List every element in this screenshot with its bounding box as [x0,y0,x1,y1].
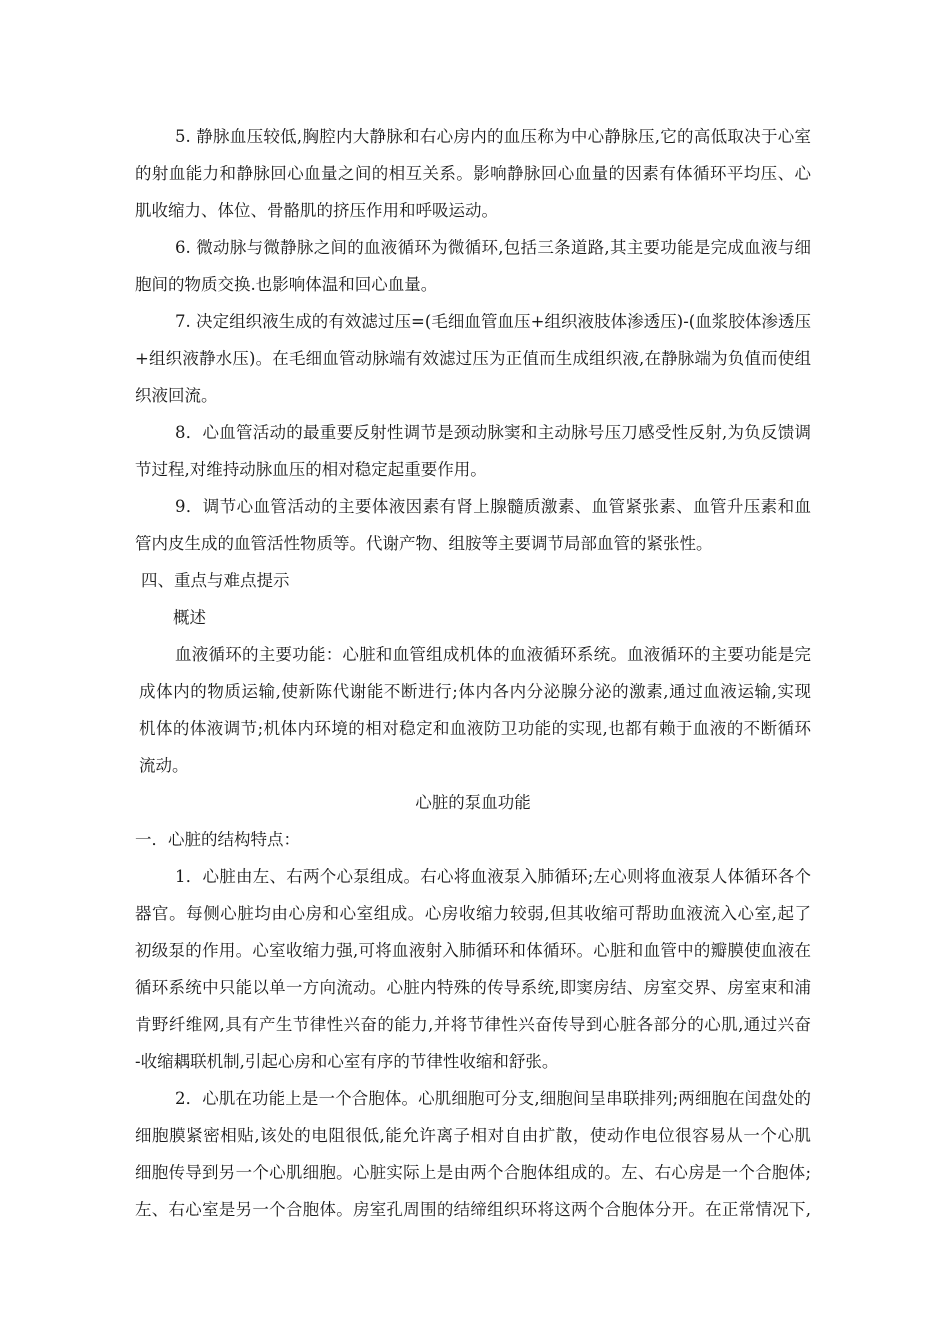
paragraph-line: 细胞传导到另一个心肌细胞。心脏实际上是由两个合胞体组成的。左、右心房是一个合胞体; [135,1163,811,1182]
overview-heading: 概述 [173,608,206,627]
paragraph-line: 循环系统中只能以单一方向流动。心脏内特殊的传导系统,即窦房结、房室交界、房室束和浦 [135,978,811,997]
paragraph-line: 1．心脏由左、右两个心泵组成。右心将血液泵入肺循环;左心则将血液泵人体循环各个 [175,867,811,886]
paragraph-line: 管内皮生成的血管活性物质等。代谢产物、组胺等主要调节局部血管的紧张性。 [135,534,713,553]
paragraph-line: 流动。 [139,756,189,775]
paragraph-line: 6. 微动脉与微静脉之间的血液循环为微循环,包括三条道路,其主要功能是完成血液与细 [175,238,811,257]
paragraph-6 [135,229,811,303]
document-page [135,118,811,1228]
paragraph-line: 的射血能力和静脉回心血量之间的相互关系。影响静脉回心血量的因素有体循环平均压、心 [135,164,811,183]
paragraph-line: 血液循环的主要功能：心脏和血管组成机体的血液循环系统。血液循环的主要功能是完 [175,645,811,664]
paragraph-line: 器官。每侧心脏均由心房和心室组成。心房收缩力较弱,但其收缩可帮助血液流入心室,起了 [135,904,811,923]
paragraph-line: 2．心肌在功能上是一个合胞体。心肌细胞可分支,细胞间呈串联排列;两细胞在闰盘处的 [175,1089,811,1108]
subsection-heading: 一．心脏的结构特点： [135,830,300,849]
paragraph-line: 肯野纤维网,具有产生节律性兴奋的能力,并将节律性兴奋传导到心脏各部分的心肌,通过兴奋 [135,1015,811,1034]
section-heading: 四、重点与难点提示 [141,571,290,590]
paragraph-line: 8．心血管活动的最重要反射性调节是颈动脉窦和主动脉号压刀感受性反射,为负反馈调 [175,423,811,442]
heart-paragraph-2 [135,1080,811,1228]
paragraph-7 [135,303,811,414]
paragraph-line: -收缩耦联机制,引起心房和心室有序的节律性收缩和舒张。 [135,1052,559,1071]
paragraph-line: 细胞膜紧密相贴,该处的电阻很低,能允许离子相对自由扩散，使动作电位很容易从一个心肌 [135,1126,811,1145]
paragraph-line: 节过程,对维持动脉血压的相对稳定起重要作用。 [135,460,487,479]
paragraph-line: 5. 静脉血压较低,胸腔内大静脉和右心房内的血压称为中心静脉压,它的高低取决于心室 [175,127,811,146]
paragraph-line: 左、右心室是另一个合胞体。房室孔周围的结缔组织环将这两个合胞体分开。在正常情况下, [135,1200,811,1219]
paragraph-line: 初级泵的作用。心室收缩力强,可将血液射入肺循环和体循环。心脏和血管中的瓣膜使血液在 [135,941,811,960]
paragraph-line: 成体内的物质运输,使新陈代谢能不断进行;体内各内分泌腺分泌的激素,通过血液运输,实现 [139,682,811,701]
paragraph-line: 机体的体液调节;机体内环境的相对稳定和血液防卫功能的实现,也都有赖于血液的不断循环 [139,719,811,738]
paragraph-line: 9．调节心血管活动的主要体液因素有肾上腺髓质激素、血管紧张素、血管升压素和血 [175,497,811,516]
paragraph-line: 7. 决定组织液生成的有效滤过压=(毛细血管血压+组织液肢体渗透压)-(血浆胶体渗透压 [175,312,811,331]
paragraph-line: 肌收缩力、体位、骨骼肌的挤压作用和呼吸运动。 [135,201,498,220]
paragraph-line: 织液回流。 [135,386,218,405]
chapter-title: 心脏的泵血功能 [415,793,531,812]
overview-paragraph [135,636,811,784]
paragraph-8 [135,414,811,488]
paragraph-line: 胞间的物质交换.也影响体温和回心血量。 [135,275,438,294]
paragraph-line: +组织液静水压)。在毛细血管动脉端有效滤过压为正值而生成组织液,在静脉端为负值而使组 [135,349,811,368]
heart-paragraph-1 [135,858,811,1080]
paragraph-9 [135,488,811,562]
paragraph-5 [135,118,811,229]
